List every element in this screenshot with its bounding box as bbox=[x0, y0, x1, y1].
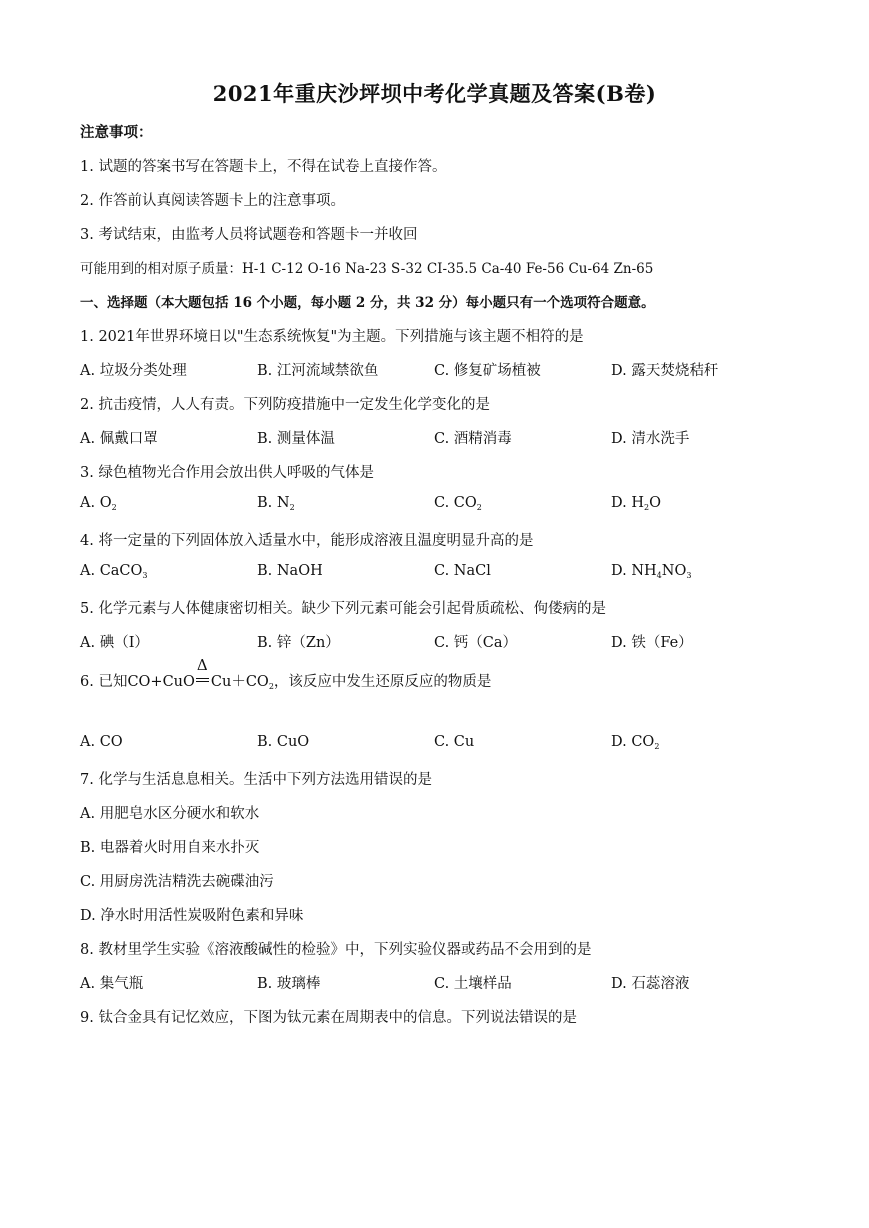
q4-option-a: A. CaCO$_3$ bbox=[80, 563, 148, 580]
q2-option-a: A. 佩戴口罩 bbox=[80, 431, 158, 447]
question-6-stem: 6. 已知CO+CuO Δ $Cu+CO_2$，该反应中发生还原反应的物质是 bbox=[80, 656, 492, 691]
q8-option-a: A. 集气瓶 bbox=[80, 976, 144, 992]
q3-option-a: A. $O_2$ bbox=[80, 495, 117, 512]
question-8-stem: 8. 教材里学生实验《溶液酸碱性的检验》中，下列实验仪器或药品不会用到的是 bbox=[80, 942, 592, 958]
q6-option-a: A. CO bbox=[80, 734, 123, 750]
q1-option-d: D. 露天焚烧秸秆 bbox=[611, 363, 719, 379]
q2-option-c: C. 酒精消毒 bbox=[434, 431, 512, 447]
q4-option-b: B. NaOH bbox=[257, 563, 323, 579]
q5-option-c: C. 钙（Ca） bbox=[434, 635, 518, 651]
q3-option-b: B. $N_2$ bbox=[257, 495, 295, 512]
q5-option-a: A. 碘（I） bbox=[80, 635, 149, 651]
q8-option-d: D. 石蕊溶液 bbox=[611, 976, 690, 992]
q4-option-c: C. NaCl bbox=[434, 563, 491, 579]
question-4-stem: 4. 将一定量的下列固体放入适量水中，能形成溶液且温度明显升高的是 bbox=[80, 533, 534, 549]
page-title: 2021年重庆沙坪坝中考化学真题及答案(B卷) bbox=[212, 81, 657, 106]
q6-option-d: D. $CO_2$ bbox=[611, 734, 660, 751]
question-5-stem: 5. 化学元素与人体健康密切相关。缺少下列元素可能会引起骨质疏松、佝偻病的是 bbox=[80, 601, 606, 617]
q3-option-d: D. $H_2O$ bbox=[611, 495, 661, 512]
q5-option-b: B. 锌（Zn） bbox=[257, 635, 340, 651]
question-3-stem: 3. 绿色植物光合作用会放出供人呼吸的气体是 bbox=[80, 465, 374, 481]
section-heading: 一、选择题（本大题包括 16 个小题，每小题 2 分，共 32 分）每小题只有一个选项符合题意。 bbox=[80, 295, 655, 311]
q2-option-b: B. 测量体温 bbox=[257, 431, 335, 447]
q8-option-b: B. 玻璃棒 bbox=[257, 976, 321, 992]
atomic-masses: 可能用到的相对原子质量：H-1 C-12 O-16 Na-23 S-32 CI-35.5 Ca-40 Fe-56 Cu-64 Zn-65 bbox=[80, 261, 654, 277]
question-1-stem: 1. 2021年世界环境日以"生态系统恢复"为主题。下列措施与该主题不相符的是 bbox=[80, 329, 584, 345]
q7-option-a: A. 用肥皂水区分硬水和软水 bbox=[80, 806, 260, 822]
q6-option-b: B. CuO bbox=[257, 734, 310, 750]
notice-item-1: 1. 试题的答案书写在答题卡上，不得在试卷上直接作答。 bbox=[80, 159, 447, 175]
q7-option-c: C. 用厨房洗洁精洗去碗碟油污 bbox=[80, 874, 274, 890]
q1-option-c: C. 修复矿场植被 bbox=[434, 363, 541, 379]
notice-item-2: 2. 作答前认真阅读答题卡上的注意事项。 bbox=[80, 193, 345, 209]
q7-option-b: B. 电器着火时用自来水扑灭 bbox=[80, 840, 260, 856]
q1-option-a: A. 垃圾分类处理 bbox=[80, 363, 187, 379]
q1-option-b: B. 江河流域禁欲鱼 bbox=[257, 363, 379, 379]
question-7-stem: 7. 化学与生活息息相关。生活中下列方法选用错误的是 bbox=[80, 772, 432, 788]
question-9-stem: 9. 钛合金具有记忆效应，下图为钛元素在周期表中的信息。下列说法错误的是 bbox=[80, 1010, 577, 1026]
notice-item-3: 3. 考试结束，由监考人员将试题卷和答题卡一并收回 bbox=[80, 227, 418, 243]
q7-option-d: D. 净水时用活性炭吸附色素和异味 bbox=[80, 908, 304, 924]
q4-option-d: D. $NH_4NO_3$ bbox=[611, 563, 692, 580]
notice-heading: 注意事项： bbox=[80, 124, 153, 141]
reaction-condition: Δ bbox=[195, 672, 211, 686]
question-2-stem: 2. 抗击疫情，人人有责。下列防疫措施中一定发生化学变化的是 bbox=[80, 397, 490, 413]
q3-option-c: C. $CO_2$ bbox=[434, 495, 482, 512]
q6-option-c: C. Cu bbox=[434, 734, 475, 750]
q5-option-d: D. 铁（Fe） bbox=[611, 635, 693, 651]
q2-option-d: D. 清水洗手 bbox=[611, 431, 690, 447]
q8-option-c: C. 土壤样品 bbox=[434, 976, 512, 992]
